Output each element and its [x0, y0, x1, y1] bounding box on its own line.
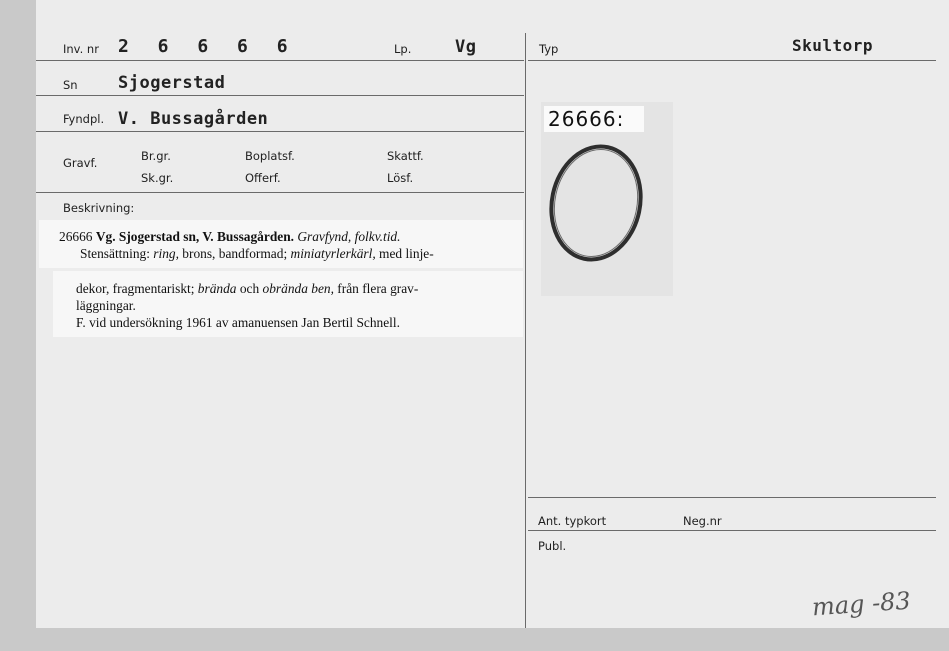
lp-value: Vg: [455, 37, 477, 57]
inv-nr-value: 2 6 6 6 6: [118, 36, 297, 57]
description-line-2: Stensättning: ring, brons, bandformad; miniatyrlerkärl, med linje-: [80, 246, 434, 261]
lp-label: Lp.: [394, 42, 412, 56]
skattf-label: Skattf.: [387, 149, 424, 163]
ant-typkort-label: Ant. typkort: [538, 514, 607, 528]
brgr-label: Br.gr.: [141, 149, 171, 163]
gravf-label: Gravf.: [63, 156, 98, 170]
offerf-label: Offerf.: [245, 171, 281, 185]
skgr-label: Sk.gr.: [141, 171, 174, 185]
typ-value: Skultorp: [792, 36, 874, 55]
description-line-4: läggningar.: [76, 298, 136, 313]
catalog-card: [36, 0, 949, 628]
fyndpl-value: V. Bussagården: [118, 109, 269, 129]
fyndpl-label: Fyndpl.: [63, 112, 105, 126]
divider-row1: [36, 60, 524, 61]
description-line-5: F. vid undersökning 1961 av amanuensen Jan Bertil Schnell.: [76, 315, 400, 330]
beskrivning-label: Beskrivning:: [63, 201, 135, 215]
bronze-ring-image: [541, 102, 673, 296]
divider-row4: [36, 192, 524, 193]
divider-row1-right: [528, 60, 936, 61]
boplatsf-label: Boplatsf.: [245, 149, 295, 163]
negnr-label: Neg.nr: [683, 514, 722, 528]
divider-typkort-bottom: [528, 530, 936, 531]
artifact-photo: [541, 102, 673, 296]
divider-row3: [36, 131, 524, 132]
description-line-1: 26666 Vg. Sjogerstad sn, V. Bussagården. Gravfynd, folkv.tid.: [59, 229, 401, 244]
divider-row2: [36, 95, 524, 96]
description-slip-top: [39, 220, 523, 268]
publ-label: Publ.: [538, 539, 567, 553]
typ-label: Typ: [539, 42, 559, 56]
divider-typkort-top: [528, 497, 936, 498]
description-slip-bottom: [53, 271, 523, 337]
losf-label: Lösf.: [387, 171, 414, 185]
sn-label: Sn: [63, 78, 78, 92]
description-line-3: dekor, fragmentariskt; brända och obrända ben, från flera grav-: [76, 281, 419, 296]
inv-nr-label: Inv. nr: [63, 42, 99, 56]
handwritten-note: mag -83: [811, 586, 912, 622]
column-divider: [525, 33, 526, 628]
photo-number-label: 26666:: [544, 106, 644, 132]
sn-value: Sjogerstad: [118, 73, 226, 93]
